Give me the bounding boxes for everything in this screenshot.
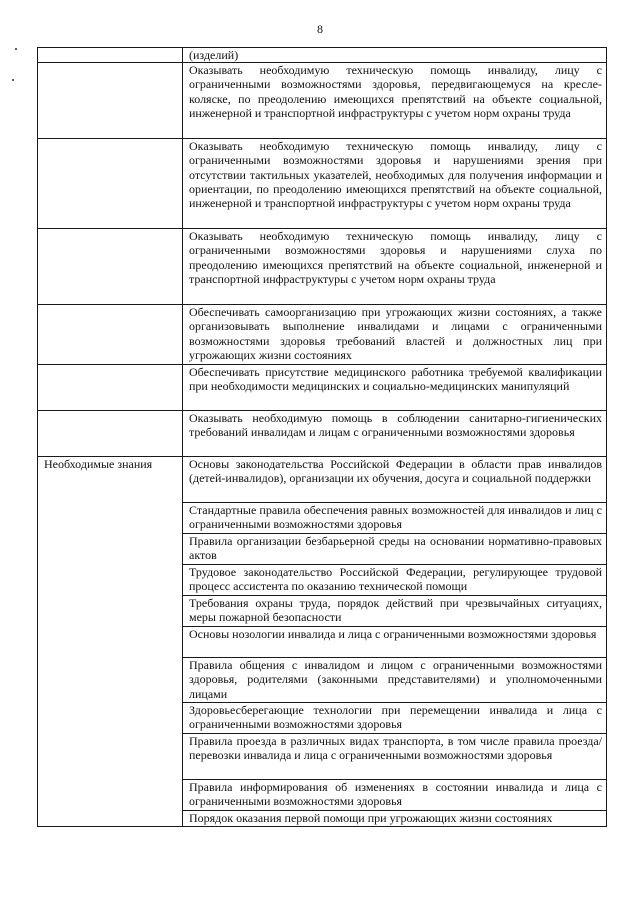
empty-label-cell xyxy=(38,63,183,139)
empty-label-cell xyxy=(38,305,183,365)
table-cell: Правила проезда в различных видах транспорта, в том числе правила проезда/перевозки инвалида и лица с ограниченными возможностями здоровья xyxy=(183,734,607,780)
page-number: 8 xyxy=(317,22,323,36)
table-cell: Оказывать необходимую техническую помощь инвалиду, лицу с ограниченными возможностями здоровья и нарушениями зрения при отсутствии тактильных указателей, необходимых для получения информации и ориентации, по преодолению имеющихся препятствий на объекте социальной, инженерной и транспортной инфраструктуры с учетом норм охраны труда xyxy=(183,139,607,229)
table-cell: Оказывать необходимую помощь в соблюдении санитарно-гигиенических требований инвалидам и лицам с ограниченными возможностями здоровья xyxy=(183,411,607,457)
table-cell: Трудовое законодательство Российской Федерации, регулирующее трудовой процесс ассистента по оказанию технической помощи xyxy=(183,565,607,596)
empty-label-cell xyxy=(38,139,183,229)
table-cell: Стандартные правила обеспечения равных возможностей для инвалидов и лиц с ограниченными возможностями здоровья xyxy=(183,503,607,534)
table-row xyxy=(38,139,607,229)
table-cell: Правила организации безбарьерной среды на основании нормативно-правовых актов xyxy=(183,534,607,565)
table-cell: Обеспечивать самоорганизацию при угрожающих жизни состояниях, а также организовывать выполнение инвалидами и лицами с ограниченными возможностями здоровья требований властей и должностных лиц при угрожающих жизни состояниях xyxy=(183,305,607,365)
empty-label-cell xyxy=(38,411,183,457)
table-cell: Оказывать необходимую техническую помощь инвалиду, лицу с ограниченными возможностями здоровья, передвигающемуся на кресле-коляске, по преодолению имеющихся препятствий на объекте социальной, инженерной и транспортной инфраструктуры с учетом норм охраны труда xyxy=(183,63,607,139)
table-cell: Правила общения с инвалидом и лицом с ограниченными возможностями здоровья, родителями (законными представителями) и уполномоченными лицами xyxy=(183,658,607,703)
section-label: Необходимые знания xyxy=(38,457,183,827)
requirements-table xyxy=(37,47,607,827)
table-cell: (изделий) xyxy=(183,48,607,63)
table-row xyxy=(38,229,607,305)
table-cell: Основы нозологии инвалида и лица с ограниченными возможностями здоровья xyxy=(183,627,607,658)
table-cell: Требования охраны труда, порядок действий при чрезвычайных ситуациях, меры пожарной безопасности xyxy=(183,596,607,627)
table-row xyxy=(38,457,607,503)
table-cell: Основы законодательства Российской Федерации в области прав инвалидов (детей-инвалидов), организации их обучения, досуга и социальной поддержки xyxy=(183,457,607,503)
table-row xyxy=(38,365,607,411)
table-cell: Обеспечивать присутствие медицинского работника требуемой квалификации при необходимости медицинских и социально-медицинских манипуляций xyxy=(183,365,607,411)
table-cell: Правила информирования об изменениях в состоянии инвалида и лица с ограниченными возможностями здоровья xyxy=(183,780,607,811)
table-cell: Оказывать необходимую техническую помощь инвалиду, лицу с ограниченными возможностями здоровья и нарушениями слуха по преодолению имеющихся препятствий на объекте социальной, инженерной и транспортной инфраструктуры с учетом норм охраны труда xyxy=(183,229,607,305)
table-cell: Здоровьесберегающие технологии при перемещении инвалида и лица с ограниченными возможностями здоровья xyxy=(183,703,607,734)
empty-label-cell xyxy=(38,48,183,63)
empty-label-cell xyxy=(38,229,183,305)
empty-label-cell xyxy=(38,365,183,411)
table-row xyxy=(38,63,607,139)
table-cell: Порядок оказания первой помощи при угрожающих жизни состояниях xyxy=(183,811,607,827)
table-row xyxy=(38,48,607,63)
table-row xyxy=(38,305,607,365)
table-row xyxy=(38,411,607,457)
